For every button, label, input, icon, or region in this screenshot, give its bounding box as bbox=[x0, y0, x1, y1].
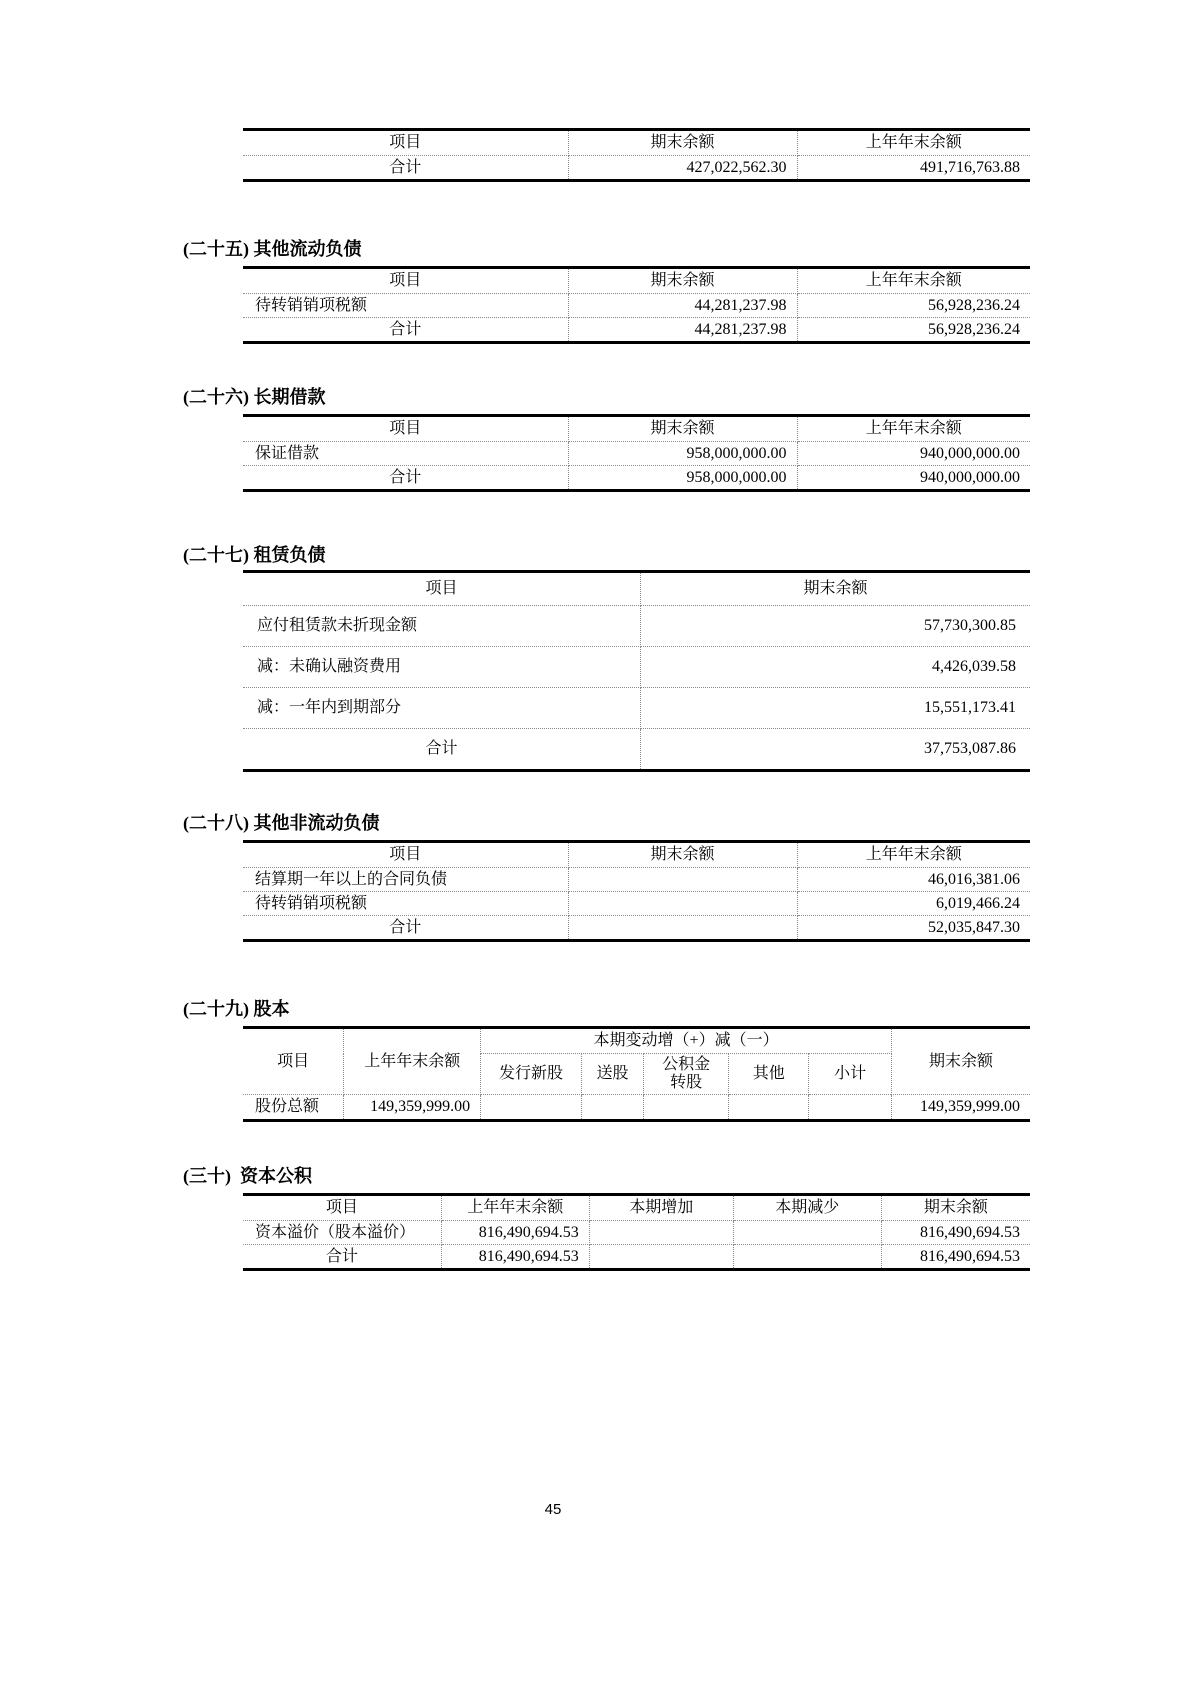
col-header-prior-year-balance: 上年年末余额 bbox=[441, 1195, 589, 1221]
col-header-bonus-shares: 送股 bbox=[581, 1054, 643, 1095]
total-ending-balance-empty bbox=[568, 916, 797, 941]
page-number: 45 bbox=[544, 1501, 562, 1518]
col-header-prior-year-balance: 上年年末余额 bbox=[344, 1028, 481, 1095]
total-label: 合计 bbox=[243, 466, 568, 491]
row-ending-balance: 149,359,999.00 bbox=[891, 1095, 1030, 1121]
total-row bbox=[243, 729, 1030, 771]
row-label: 结算期一年以上的合同负债 bbox=[243, 868, 568, 892]
total-ending-balance: 37,753,087.86 bbox=[640, 729, 1030, 771]
total-period-increase-empty bbox=[589, 1245, 733, 1270]
total-label: 合计 bbox=[243, 318, 568, 343]
row-prior-year-balance: 940,000,000.00 bbox=[797, 442, 1030, 466]
row-reserve-conversion-empty bbox=[644, 1095, 729, 1121]
col-header-reserve-conversion-line1: 公积金 bbox=[662, 1055, 711, 1073]
row-ending-balance-empty bbox=[568, 868, 797, 892]
col-header-subtotal: 小计 bbox=[809, 1054, 892, 1095]
table-header-row bbox=[243, 842, 1030, 868]
table-row bbox=[243, 1095, 1030, 1121]
row-ending-balance-empty bbox=[568, 892, 797, 916]
prior-section-total-table bbox=[243, 128, 1030, 182]
share-capital-table bbox=[243, 1026, 1030, 1122]
col-header-prior-year-balance: 上年年末余额 bbox=[797, 842, 1030, 868]
col-header-item: 项目 bbox=[243, 1028, 344, 1095]
col-header-ending-balance: 期末余额 bbox=[881, 1195, 1030, 1221]
total-row bbox=[243, 916, 1030, 941]
row-new-shares-empty bbox=[481, 1095, 582, 1121]
col-header-prior-year-balance: 上年年末余额 bbox=[797, 416, 1030, 442]
row-label: 待转销销项税额 bbox=[243, 892, 568, 916]
row-ending-balance: 15,551,173.41 bbox=[640, 688, 1030, 729]
table-row bbox=[243, 1221, 1030, 1245]
col-header-reserve-conversion-line2: 转股 bbox=[670, 1074, 703, 1091]
section-heading-capital-reserve: (三十) 资本公积 bbox=[183, 1166, 312, 1186]
col-header-new-shares: 发行新股 bbox=[481, 1054, 582, 1095]
total-prior-year-balance: 816,490,694.53 bbox=[441, 1245, 589, 1270]
row-ending-balance: 44,281,237.98 bbox=[568, 294, 797, 318]
section-heading-long-term-borrowings: (二十六) 长期借款 bbox=[183, 387, 326, 407]
row-label: 减：未确认融资费用 bbox=[243, 647, 640, 688]
section-heading-other-noncurrent-liabilities: (二十八) 其他非流动负债 bbox=[183, 813, 380, 833]
total-prior-year-balance: 56,928,236.24 bbox=[797, 318, 1030, 343]
row-label: 应付租赁款未折现金额 bbox=[243, 606, 640, 647]
row-label: 待转销销项税额 bbox=[243, 294, 568, 318]
col-header-reserve-conversion bbox=[644, 1054, 729, 1095]
row-label: 减：一年内到期部分 bbox=[243, 688, 640, 729]
table-header-row bbox=[243, 130, 1030, 156]
col-header-ending-balance: 期末余额 bbox=[891, 1028, 1030, 1095]
table-row bbox=[243, 868, 1030, 892]
total-ending-balance: 44,281,237.98 bbox=[568, 318, 797, 343]
total-label: 合计 bbox=[243, 729, 640, 771]
section-heading-lease-liabilities: (二十七) 租赁负债 bbox=[183, 545, 326, 565]
col-header-period-increase: 本期增加 bbox=[589, 1195, 733, 1221]
total-ending-balance: 816,490,694.53 bbox=[881, 1245, 1030, 1270]
other-noncurrent-liabilities-table bbox=[243, 840, 1030, 942]
table-header-row bbox=[243, 572, 1030, 606]
row-subtotal-empty bbox=[809, 1095, 892, 1121]
row-period-increase-empty bbox=[589, 1221, 733, 1245]
total-prior-year-balance: 52,035,847.30 bbox=[797, 916, 1030, 941]
row-period-decrease-empty bbox=[733, 1221, 881, 1245]
total-row bbox=[243, 156, 1030, 181]
total-ending-balance: 427,022,562.30 bbox=[568, 156, 797, 181]
col-header-prior-year-balance: 上年年末余额 bbox=[797, 130, 1030, 156]
table-header-row bbox=[243, 1028, 1030, 1054]
other-current-liabilities-table bbox=[243, 266, 1030, 344]
section-heading-other-current-liabilities: (二十五) 其他流动负债 bbox=[183, 239, 362, 259]
col-header-ending-balance: 期末余额 bbox=[568, 842, 797, 868]
col-header-ending-balance: 期末余额 bbox=[568, 416, 797, 442]
col-header-ending-balance: 期末余额 bbox=[640, 572, 1030, 606]
col-header-period-decrease: 本期减少 bbox=[733, 1195, 881, 1221]
table-row bbox=[243, 442, 1030, 466]
table-row bbox=[243, 294, 1030, 318]
row-label: 股份总额 bbox=[243, 1095, 344, 1121]
total-row bbox=[243, 318, 1030, 343]
total-row bbox=[243, 466, 1030, 491]
col-header-other: 其他 bbox=[729, 1054, 809, 1095]
col-header-item: 项目 bbox=[243, 1195, 441, 1221]
total-label: 合计 bbox=[243, 916, 568, 941]
row-prior-year-balance: 149,359,999.00 bbox=[344, 1095, 481, 1121]
row-ending-balance: 57,730,300.85 bbox=[640, 606, 1030, 647]
col-header-item: 项目 bbox=[243, 572, 640, 606]
table-header-row bbox=[243, 1195, 1030, 1221]
row-prior-year-balance: 6,019,466.24 bbox=[797, 892, 1030, 916]
row-label: 资本溢价（股本溢价） bbox=[243, 1221, 441, 1245]
row-other-empty bbox=[729, 1095, 809, 1121]
col-header-item: 项目 bbox=[243, 842, 568, 868]
table-row bbox=[243, 647, 1030, 688]
row-prior-year-balance: 46,016,381.06 bbox=[797, 868, 1030, 892]
total-prior-year-balance: 491,716,763.88 bbox=[797, 156, 1030, 181]
row-bonus-shares-empty bbox=[581, 1095, 643, 1121]
col-header-prior-year-balance: 上年年末余额 bbox=[797, 268, 1030, 294]
row-ending-balance: 816,490,694.53 bbox=[881, 1221, 1030, 1245]
table-header-row bbox=[243, 268, 1030, 294]
col-header-item: 项目 bbox=[243, 130, 568, 156]
capital-reserve-table bbox=[243, 1193, 1030, 1271]
col-header-ending-balance: 期末余额 bbox=[568, 130, 797, 156]
lease-liabilities-table bbox=[243, 570, 1030, 772]
row-prior-year-balance: 56,928,236.24 bbox=[797, 294, 1030, 318]
total-prior-year-balance: 940,000,000.00 bbox=[797, 466, 1030, 491]
long-term-borrowings-table bbox=[243, 414, 1030, 492]
section-heading-share-capital: (二十九) 股本 bbox=[183, 999, 290, 1019]
row-prior-year-balance: 816,490,694.53 bbox=[441, 1221, 589, 1245]
table-row bbox=[243, 688, 1030, 729]
col-header-period-change-group: 本期变动增（+）减（一） bbox=[481, 1028, 892, 1054]
total-label: 合计 bbox=[243, 1245, 441, 1270]
table-row bbox=[243, 606, 1030, 647]
row-ending-balance: 4,426,039.58 bbox=[640, 647, 1030, 688]
table-header-row bbox=[243, 416, 1030, 442]
total-row bbox=[243, 1245, 1030, 1270]
col-header-item: 项目 bbox=[243, 268, 568, 294]
total-period-decrease-empty bbox=[733, 1245, 881, 1270]
table-row bbox=[243, 892, 1030, 916]
col-header-ending-balance: 期末余额 bbox=[568, 268, 797, 294]
total-ending-balance: 958,000,000.00 bbox=[568, 466, 797, 491]
row-label: 保证借款 bbox=[243, 442, 568, 466]
total-label: 合计 bbox=[243, 156, 568, 181]
col-header-item: 项目 bbox=[243, 416, 568, 442]
row-ending-balance: 958,000,000.00 bbox=[568, 442, 797, 466]
